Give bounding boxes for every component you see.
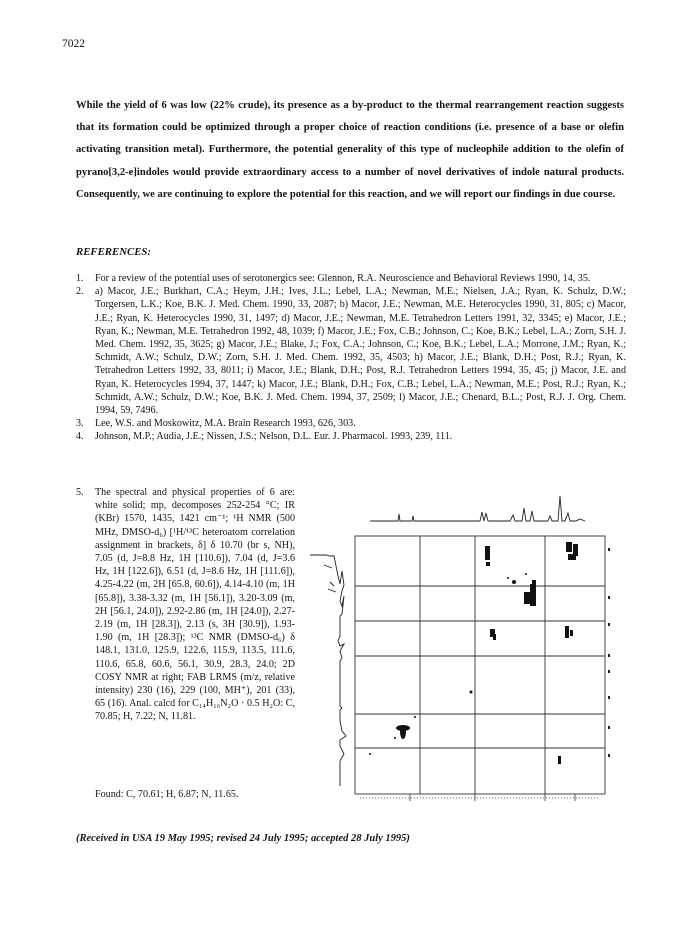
- reference-text: Lee, W.S. and Moskowitz, M.A. Brain Research 1993, 626, 303.: [95, 418, 356, 430]
- references-list: [76, 272, 626, 444]
- spectrum-grid: [355, 536, 605, 794]
- reference-text: For a review of the potential uses of serotonergics see: Glennon, R.A. Neuroscience and Behavioral Reviews 1990, 14, 35.: [95, 273, 591, 284]
- reference-text: Johnson, M.P.; Audia, J.E.; Nissen, J.S.; Nelson, D.L. Eur. J. Pharmacol. 1993, 239, 111.: [95, 431, 453, 443]
- reference-item: [76, 285, 626, 417]
- reference-number: 4.: [76, 431, 84, 443]
- references-heading: REFERENCES:: [76, 246, 152, 258]
- bottom-axis-ticks: [360, 794, 600, 801]
- spectral-data-text: The spectral and physical properties of 6 are: white solid; mp, decomposes 252-254 °C; IR (KBr) 1570, 1435, 1421 cm⁻¹; ¹H NMR (500 MHz, DMSO-d₆) [¹H/¹³C heteroatom correlation assignment in brackets, δ] δ 10.70 (br s, NH), 7.05 (d, J=8.8 Hz, 1H [110.6]), 7.04 (d, J=3.6 Hz, 1H [122.6]), 6.51 (d, J=8.6 Hz, 1H [111.6]), 4.25-4.22 (m, 2H [65.8, 60.6]), 4.14-4.10 (m, 1H [65.8]), 3.38-3.32 (m, 1H [56.1]), 3.20-3.09 (m, 2H [56.1, 24.0]), 2.92-2.86 (m, 1H [24.0]), 2.27-2.19 (m, 1H [28.3]), 2.13 (s, 3H [30.9]), 1.93-1.90 (m, 1H [28.3]); ¹³C NMR (DMSO-d₆) δ 148.1, 131.0, 125.9, 122.6, 115.9, 113.5, 111.6, 110.6, 65.8, 60.6, 56.1, 30.9, 28.3, 24.0; 2D COSY NMR at right; FAB LRMS (m/z, relative intensity) 230 (16), 229 (100, MH⁺), 201 (33), 65 (16). Anal. calcd for C₁₄H₁₆N₂O · 0.5 H₂O: C, 70.85; H, 7.22; N, 11.81.: [95, 487, 295, 723]
- reference-item: [76, 430, 626, 443]
- left-projection-trace: [310, 555, 346, 786]
- elemental-analysis-found: Found: C, 70.61; H, 6.87; N, 11.65.: [95, 789, 239, 800]
- cosy-nmr-spectrum: [300, 486, 620, 804]
- diagonal-peaks: [369, 542, 578, 764]
- reference-number: 3.: [76, 418, 84, 430]
- reference-number: 1.: [76, 273, 84, 284]
- right-axis-ticks: [608, 548, 610, 757]
- reference-text: a) Macor, J.E.; Burkhart, C.A.; Heym, J.H.; Ives, J.L.; Lebel, L.A.; Newman, M.E.; Nielsen, J.A.; Ryan, K. Schulz, D.W.; Torgersen, L.K.; Koe, B.K. J. Med. Chem. 1990, 33, 2087; b) Macor, J.E.; Newman, M.E. Heterocycles 1990, 31, 805; c) Macor, J.E.; Ryan, K. Heterocycles 1990, 31, 1497; d) Macor, J.E.; Newman, M.E. Tetrahedron Letters 1991, 32, 3345; e) Macor, J.E.; Ryan, K.; Newman, M.E. Tetrahedron 1992, 48, 1039; f) Macor, J.E.; Fox, C.B.; Johnson, C.; Koe, B.K.; Lebel, L.A.; Zorn, S.H. J. Med. Chem. 1992, 35, 3625; g) Macor, J.E.; Blake, J.; Fox, C.A.; Johnson, C.; Koe, B.K.; Lebel, L.A.; Morrone, J.M.; Ryan, K.; Schmidt, A.W.; Schulz, D.W.; Zorn, S.H. J. Med. Chem. 1992, 35, 4503; h) Macor, J.E.; Blank, D.H.; Post, R.J.; Ryan, K. Tetrahedron Letters 1992, 33, 8011; i) Macor, J.E.; Blank, D.H.; Post, R.J. Tetrahedron Letters 1994, 35, 45; j) Macor, J.E. and Ryan, K. Heterocycles 1994, 37, 1447; k) Macor, J.E.; Blank, D.H.; Fox, C.B.; Lebel, L.A.; Newman, M.E.; Post, R.J.; Ryan, K.; Schmidt, A.W.; Schulz, D.W.; Koe, B.K. J. Med. Chem. 1994, 37, 2509; l) Macor, J.E.; Chenard, B.L.; Post, R.J. J. Org. Chem. 1994, 59, 7496.: [95, 286, 626, 417]
- reference-item: [76, 272, 626, 285]
- reference-number: 2.: [76, 286, 84, 298]
- received-dates: (Received in USA 19 May 1995; revised 24 July 1995; accepted 28 July 1995): [76, 833, 410, 844]
- top-projection-trace: [370, 496, 585, 521]
- reference-number: 5.: [76, 487, 84, 498]
- page-number: 7022: [62, 38, 85, 50]
- reference-item: [76, 417, 626, 430]
- intro-paragraph: While the yield of 6 was low (22% crude), its presence as a by-product to the thermal rearrangement reaction suggests that its formation could be optimized through a proper choice of reaction conditions (i.e. presence of a base or olefin activating transition metal). Furthermore, the potential generality of this type of nucleophile addition to the olefin of pyrano[3,2-e]indoles would provide extraordinary access to a number of novel derivatives of indole natural products. Consequently, we are continuing to explore the potential for this reaction, and we will report our findings in due course.: [76, 100, 624, 200]
